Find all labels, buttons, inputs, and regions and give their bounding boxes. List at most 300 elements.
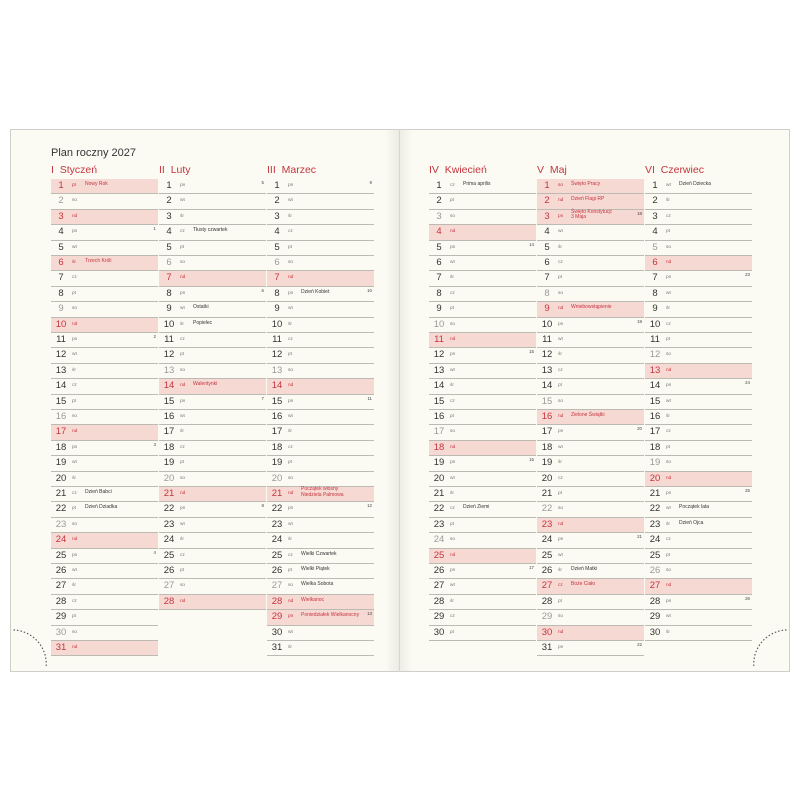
event-line: Boże Ciało xyxy=(571,581,596,588)
day-row xyxy=(537,179,644,194)
day-number: 13 xyxy=(55,364,67,376)
weekday-label: wt xyxy=(558,337,563,342)
day-number: 28 xyxy=(55,595,67,607)
day-row xyxy=(645,472,752,487)
day-number: 30 xyxy=(649,626,661,638)
weekday-label: wt xyxy=(558,444,563,450)
day-row xyxy=(159,579,266,594)
day-number: 1 xyxy=(58,180,64,191)
day-row xyxy=(51,456,158,471)
event-label xyxy=(193,321,212,327)
weekday-label: pn xyxy=(288,506,294,512)
day-number: 14 xyxy=(433,380,445,392)
weekday-label: cz xyxy=(72,383,77,389)
event-line: 3 Maja xyxy=(571,214,587,221)
day-number: 14 xyxy=(649,380,661,392)
event-label xyxy=(571,197,604,203)
day-row xyxy=(159,318,266,333)
event-line: Wielka Sobota xyxy=(301,581,334,588)
event-label xyxy=(463,182,491,188)
day-number: 9 xyxy=(436,303,442,315)
month-name: Maj xyxy=(549,164,567,176)
day-row xyxy=(429,241,536,256)
day-number: 21 xyxy=(541,488,553,499)
weekday-label: nd xyxy=(288,491,294,496)
day-number: 24 xyxy=(649,534,661,546)
weekday-label: wt xyxy=(288,414,293,419)
day-number: 11 xyxy=(272,334,282,345)
day-row xyxy=(267,395,374,410)
day-row xyxy=(537,256,644,271)
month-name: Kwiecień xyxy=(444,164,487,176)
day-number: 27 xyxy=(55,580,67,592)
page-fold xyxy=(399,129,400,672)
day-row xyxy=(51,318,158,333)
week-number: 4 xyxy=(153,549,156,555)
day-number: 20 xyxy=(433,472,445,484)
weekday-label: pt xyxy=(180,244,185,250)
day-row xyxy=(159,271,266,286)
weekday-label: śr xyxy=(288,429,292,435)
month-number: V xyxy=(537,164,545,176)
day-row xyxy=(267,425,374,440)
day-number: 19 xyxy=(649,457,661,469)
day-number: 25 xyxy=(649,549,661,561)
day-number: 10 xyxy=(55,318,67,330)
day-row xyxy=(51,641,158,656)
day-row xyxy=(267,318,374,333)
event-label xyxy=(301,582,333,588)
day-row xyxy=(537,564,644,579)
event-line: Początek wiosny xyxy=(301,486,339,492)
event-line: Zielone Świątki xyxy=(571,412,605,418)
weekday-label: wt xyxy=(450,260,455,265)
day-row xyxy=(51,610,158,625)
weekday-label: nd xyxy=(558,629,564,635)
event-line: Walentynki xyxy=(193,381,218,388)
weekday-label: so xyxy=(558,183,564,188)
weekday-label: cz xyxy=(450,506,455,512)
event-line: Dzień Dziecka xyxy=(679,181,711,187)
day-row xyxy=(645,333,752,348)
day-row xyxy=(645,441,752,456)
weekday-label: cz xyxy=(288,337,293,342)
day-number: 27 xyxy=(271,580,283,592)
weekday-label: pn xyxy=(72,229,78,235)
event-line: Dzień Ojca xyxy=(679,519,704,526)
day-row xyxy=(267,194,374,209)
day-number: 11 xyxy=(56,334,66,345)
event-line: Początek lata xyxy=(679,504,710,511)
day-row xyxy=(537,225,644,240)
weekday-label: wt xyxy=(288,198,293,204)
day-row xyxy=(267,502,374,517)
day-row xyxy=(429,564,536,579)
weekday-label: wt xyxy=(666,506,671,512)
day-row xyxy=(267,456,374,471)
weekday-label: nd xyxy=(666,367,672,373)
event-label xyxy=(301,567,330,573)
day-row xyxy=(51,502,158,517)
weekday-label: cz xyxy=(450,290,455,296)
week-number: 7 xyxy=(261,395,264,401)
day-row xyxy=(645,549,752,564)
day-row xyxy=(537,379,644,394)
day-number: 24 xyxy=(271,534,283,546)
weekday-label: pt xyxy=(666,552,671,558)
event-label xyxy=(679,521,703,527)
day-row xyxy=(51,626,158,641)
weekday-label: cz xyxy=(450,614,455,620)
day-row xyxy=(429,502,536,517)
day-number: 13 xyxy=(541,364,553,376)
day-number: 25 xyxy=(55,549,67,561)
weekday-label: pn xyxy=(666,383,672,389)
day-number: 9 xyxy=(166,303,172,315)
day-row xyxy=(159,395,266,410)
day-number: 11 xyxy=(542,334,552,345)
day-row xyxy=(645,395,752,410)
event-line: Ostatki xyxy=(193,304,209,311)
event-label xyxy=(301,290,329,296)
week-number: 6 xyxy=(261,287,264,293)
weekday-label: śr xyxy=(450,275,454,281)
day-row xyxy=(51,410,158,425)
weekday-label: wt xyxy=(288,521,293,527)
weekday-label: pt xyxy=(180,352,185,358)
day-number: 7 xyxy=(166,272,172,284)
weekday-label: pn xyxy=(666,598,672,604)
weekday-label: nd xyxy=(666,475,672,481)
weekday-label: nd xyxy=(72,429,78,435)
day-row xyxy=(159,487,266,502)
weekday-label: nd xyxy=(72,645,78,650)
day-row xyxy=(51,364,158,379)
day-number: 10 xyxy=(271,318,283,330)
weekday-label: cz xyxy=(666,537,671,543)
event-label xyxy=(85,490,112,496)
event-label xyxy=(571,182,600,188)
day-row xyxy=(645,518,752,533)
day-number: 25 xyxy=(433,549,445,561)
day-number: 10 xyxy=(649,318,661,330)
day-row xyxy=(645,379,752,394)
event-label xyxy=(301,598,324,604)
day-row xyxy=(267,641,374,656)
day-row xyxy=(429,518,536,533)
weekday-label: śr xyxy=(450,598,454,604)
day-number: 8 xyxy=(544,287,550,299)
day-row xyxy=(267,487,374,502)
day-row xyxy=(267,379,374,394)
day-number: 25 xyxy=(541,549,553,561)
day-number: 7 xyxy=(544,272,550,284)
day-number: 11 xyxy=(164,334,174,345)
day-number: 21 xyxy=(271,488,283,499)
day-number: 14 xyxy=(55,380,67,392)
weekday-label: so xyxy=(72,414,78,419)
day-number: 5 xyxy=(652,241,658,253)
weekday-label: pt xyxy=(180,460,185,466)
weekday-label: pn xyxy=(288,183,294,188)
weekday-label: pn xyxy=(666,491,672,496)
weekday-label: pn xyxy=(450,460,456,466)
week-number: 22 xyxy=(637,642,642,647)
day-number: 1 xyxy=(436,180,442,191)
day-row xyxy=(429,256,536,271)
event-label xyxy=(301,487,344,498)
week-number: 19 xyxy=(637,318,642,324)
day-row xyxy=(51,225,158,240)
day-row xyxy=(537,502,644,517)
week-number: 5 xyxy=(261,180,264,185)
day-number: 24 xyxy=(433,534,445,546)
day-row xyxy=(51,271,158,286)
weekday-label: pt xyxy=(450,198,455,204)
day-number: 21 xyxy=(55,488,67,499)
day-row xyxy=(159,410,266,425)
weekday-label: pn xyxy=(72,337,78,342)
weekday-label: wt xyxy=(288,306,293,312)
day-number: 11 xyxy=(650,334,660,345)
weekday-label: so xyxy=(666,244,672,250)
day-number: 4 xyxy=(652,226,658,238)
day-row xyxy=(51,179,158,194)
weekday-label: so xyxy=(180,260,186,265)
weekday-label: pt xyxy=(72,614,77,620)
day-row xyxy=(159,502,266,517)
day-number: 26 xyxy=(649,565,661,576)
day-number: 27 xyxy=(433,580,445,592)
weekday-label: wt xyxy=(72,568,77,573)
day-number: 25 xyxy=(163,549,175,561)
day-row xyxy=(159,194,266,209)
day-row xyxy=(267,364,374,379)
weekday-label: cz xyxy=(558,475,563,481)
weekday-label: nd xyxy=(558,414,564,419)
day-number: 9 xyxy=(58,303,64,315)
day-number: 29 xyxy=(541,611,553,623)
weekday-label: pn xyxy=(558,645,564,650)
weekday-label: so xyxy=(288,475,294,481)
day-row xyxy=(537,533,644,548)
day-number: 12 xyxy=(541,349,553,361)
weekday-label: cz xyxy=(180,229,185,235)
day-number: 17 xyxy=(163,426,175,438)
day-row xyxy=(645,626,752,641)
weekday-label: pn xyxy=(450,568,456,573)
day-number: 26 xyxy=(271,565,283,576)
day-number: 2 xyxy=(436,195,442,207)
day-row xyxy=(537,271,644,286)
weekday-label: pt xyxy=(558,275,563,281)
weekday-label: cz xyxy=(558,260,563,265)
day-row xyxy=(537,410,644,425)
day-row xyxy=(429,610,536,625)
weekday-label: pn xyxy=(288,398,294,404)
left-corner-dots xyxy=(12,628,52,672)
day-number: 7 xyxy=(436,272,442,284)
weekday-label: wt xyxy=(666,614,671,620)
day-number: 16 xyxy=(271,411,283,422)
day-number: 17 xyxy=(55,426,67,438)
day-number: 9 xyxy=(652,303,658,315)
weekday-label: so xyxy=(666,352,672,358)
weekday-label: wt xyxy=(72,460,77,466)
weekday-label: pt xyxy=(558,383,563,389)
day-row xyxy=(267,256,374,271)
event-line: Poniedziałek Wielkanocny xyxy=(301,612,360,619)
day-row xyxy=(645,564,752,579)
day-row xyxy=(159,564,266,579)
day-number: 8 xyxy=(652,287,658,299)
weekday-label: nd xyxy=(450,552,456,558)
day-number: 20 xyxy=(541,472,553,484)
day-row xyxy=(537,472,644,487)
day-number: 17 xyxy=(541,426,553,438)
weekday-label: śr xyxy=(288,645,292,650)
weekday-label: wt xyxy=(450,475,455,481)
event-line: Popielec xyxy=(193,319,213,326)
weekday-label: so xyxy=(558,290,564,296)
day-number: 20 xyxy=(163,472,175,484)
weekday-label: wt xyxy=(180,198,185,204)
event-line: Wniebowstąpienie xyxy=(571,304,612,311)
week-number: 10 xyxy=(367,287,372,293)
day-row xyxy=(537,487,644,502)
weekday-label: śr xyxy=(558,568,562,573)
day-number: 13 xyxy=(649,364,661,376)
weekday-label: śr xyxy=(666,306,670,312)
weekday-label: pt xyxy=(72,506,77,512)
day-row xyxy=(51,287,158,302)
weekday-label: wt xyxy=(558,552,563,558)
weekday-label: nd xyxy=(180,598,186,604)
day-number: 19 xyxy=(163,457,175,469)
day-row xyxy=(537,348,644,363)
day-number: 17 xyxy=(433,426,445,438)
day-row xyxy=(51,348,158,363)
weekday-label: pn xyxy=(180,183,186,188)
month-header xyxy=(645,164,704,178)
day-number: 21 xyxy=(163,488,175,499)
weekday-label: wt xyxy=(72,352,77,358)
weekday-label: nd xyxy=(558,306,564,312)
day-row xyxy=(51,333,158,348)
day-row xyxy=(429,379,536,394)
week-number: 24 xyxy=(745,380,750,386)
weekday-label: śr xyxy=(558,460,562,466)
day-row xyxy=(159,225,266,240)
weekday-label: wt xyxy=(288,629,293,635)
day-number: 15 xyxy=(163,395,175,407)
weekday-label: pt xyxy=(450,306,455,312)
day-row xyxy=(267,271,374,286)
day-row xyxy=(51,425,158,440)
day-row xyxy=(51,379,158,394)
weekday-label: cz xyxy=(180,444,185,450)
weekday-label: śr xyxy=(450,383,454,389)
day-row xyxy=(429,410,536,425)
weekday-label: pn xyxy=(558,213,564,219)
day-number: 18 xyxy=(541,441,553,453)
day-number: 29 xyxy=(271,611,283,623)
weekday-label: śr xyxy=(180,213,184,219)
weekday-label: pt xyxy=(288,244,293,250)
weekday-label: śr xyxy=(666,414,670,419)
day-row xyxy=(537,610,644,625)
day-number: 14 xyxy=(271,380,283,392)
weekday-label: wt xyxy=(180,521,185,527)
weekday-label: nd xyxy=(180,491,186,496)
day-number: 16 xyxy=(433,411,445,422)
day-number: 26 xyxy=(541,565,553,576)
week-number: 13 xyxy=(367,611,372,617)
day-number: 1 xyxy=(652,180,658,191)
day-number: 6 xyxy=(58,257,64,268)
weekday-label: pn xyxy=(558,429,564,435)
day-number: 6 xyxy=(544,257,550,268)
day-number: 10 xyxy=(541,318,553,330)
day-number: 29 xyxy=(433,611,445,623)
day-row xyxy=(429,395,536,410)
day-number: 7 xyxy=(274,272,280,284)
day-row xyxy=(645,225,752,240)
day-number: 13 xyxy=(163,364,175,376)
event-line: Tłusty czwartek xyxy=(193,227,228,234)
day-row xyxy=(429,271,536,286)
day-number: 14 xyxy=(163,380,175,392)
day-row xyxy=(429,425,536,440)
weekday-label: cz xyxy=(558,583,563,589)
day-row xyxy=(267,410,374,425)
day-row xyxy=(537,318,644,333)
weekday-label: so xyxy=(450,537,456,543)
weekday-label: nd xyxy=(288,275,294,281)
day-row xyxy=(51,472,158,487)
day-row xyxy=(159,456,266,471)
day-number: 4 xyxy=(166,226,172,238)
day-row xyxy=(645,318,752,333)
day-row xyxy=(159,379,266,394)
event-label xyxy=(571,210,612,221)
weekday-label: pt xyxy=(666,337,671,342)
day-row xyxy=(159,472,266,487)
weekday-label: śr xyxy=(288,537,292,543)
weekday-label: nd xyxy=(558,521,564,527)
day-number: 7 xyxy=(58,272,64,284)
weekday-label: wt xyxy=(72,244,77,250)
event-label xyxy=(679,505,709,511)
day-row xyxy=(645,287,752,302)
week-number: 3 xyxy=(153,441,156,447)
day-row xyxy=(537,579,644,594)
day-number: 23 xyxy=(271,518,283,530)
week-number: 2 xyxy=(153,334,156,339)
day-row xyxy=(429,287,536,302)
event-label xyxy=(463,505,489,511)
day-row xyxy=(429,487,536,502)
day-number: 30 xyxy=(541,626,553,638)
day-row xyxy=(429,210,536,225)
day-row xyxy=(645,256,752,271)
day-row xyxy=(537,518,644,533)
weekday-label: wt xyxy=(180,306,185,312)
weekday-label: pt xyxy=(450,629,455,635)
month-header xyxy=(51,164,97,178)
day-number: 28 xyxy=(541,595,553,607)
week-number: 1 xyxy=(153,226,156,232)
